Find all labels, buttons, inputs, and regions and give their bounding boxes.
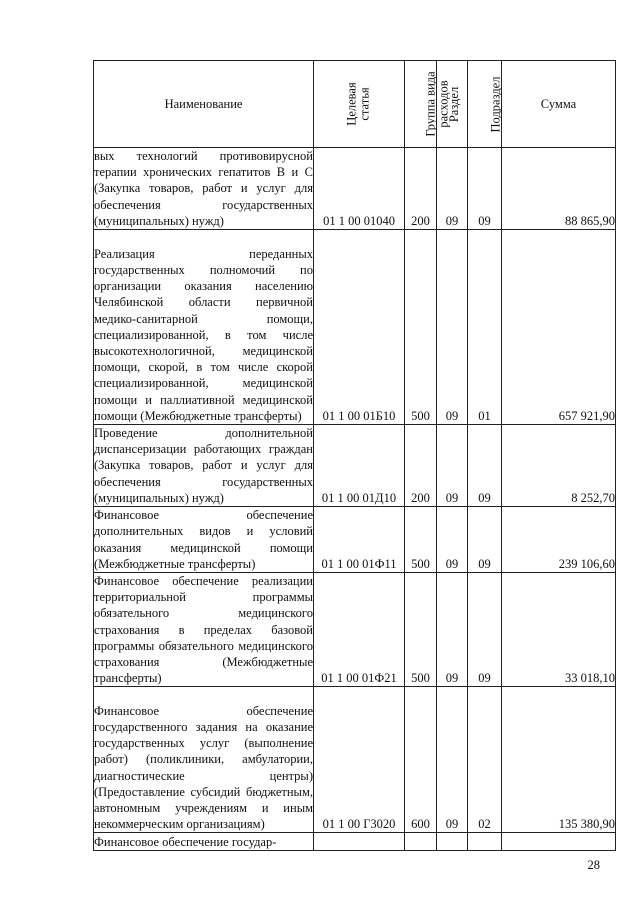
header-name: Наименование — [94, 61, 314, 148]
row-name: вых технологий противовирусной терапии хронических гепатитов В и С (Закупка товаров, работ и услуг для обеспечения государственных (муниципальных) нужд) — [94, 149, 313, 228]
header-target-article-line2: статья — [358, 86, 372, 121]
row-group: 500 — [405, 230, 437, 425]
header-expense-group-line1: Группа вида — [423, 70, 438, 137]
row-code: 01 1 00 01Ф21 — [314, 573, 405, 687]
table-row — [94, 148, 616, 230]
row-code — [314, 833, 405, 851]
header-expense-group — [405, 61, 451, 148]
row-subsection: 01 — [468, 230, 502, 425]
row-section: 09 — [437, 230, 468, 425]
table-row — [94, 573, 616, 687]
row-name: Реализация переданных государственных полномочий по организации оказания населению Челябинской области первичной медико-санитарной помощи, специализированной, в том числе высокотехнологичной, медицинской помощи, скорой, в том числе скорой специализированной, медицинской помощи и паллиативной медицинской помощи (Межбюджетные трансферты) — [94, 230, 314, 425]
row-group: 600 — [405, 687, 437, 833]
row-name: Финансовое обеспечение государ- — [94, 833, 314, 851]
row-sum: 657 921,90 — [502, 230, 616, 425]
row-subsection — [468, 833, 502, 851]
header-subsection-label: Подраздел — [488, 76, 503, 132]
table-row — [94, 425, 616, 507]
table-row — [94, 833, 616, 851]
row-name: Финансовое обеспечение дополнительных видов и условий оказания медицинской помощи (Межбюджетные трансферты) — [94, 508, 313, 571]
row-code: 01 1 00 01Д10 — [314, 425, 405, 507]
row-sum: 239 106,60 — [502, 507, 616, 573]
row-group: 500 — [405, 573, 437, 687]
header-target-article-line1: Целевая — [345, 81, 359, 126]
row-section: 09 — [437, 425, 468, 507]
row-sum: 8 252,70 — [502, 425, 616, 507]
row-code: 01 1 00 01Б10 — [314, 230, 405, 425]
row-name: Финансовое обеспечение государственного задания на оказание государственных услуг (выполнение работ) (поликлиники, амбулатории, диагностические центры) (Предоставление субсидий бюджетным, автономным учреждениям и иным некоммерческим организациям) — [94, 687, 314, 833]
row-sum: 88 865,90 — [502, 148, 616, 230]
row-subsection: 02 — [468, 687, 502, 833]
table-row — [94, 507, 616, 573]
header-target-article — [314, 61, 405, 148]
row-code: 01 1 00 01040 — [314, 148, 405, 230]
row-group: 200 — [405, 425, 437, 507]
row-section: 09 — [437, 687, 468, 833]
row-group: 200 — [405, 148, 437, 230]
row-subsection: 09 — [468, 425, 502, 507]
header-expense-group-line2: расходов — [436, 79, 451, 128]
header-section-label: Раздел — [447, 86, 462, 122]
table-header-row — [94, 61, 616, 148]
row-code: 01 1 00 Г3020 — [314, 687, 405, 833]
header-sum: Сумма — [502, 61, 616, 148]
row-subsection: 09 — [468, 507, 502, 573]
row-subsection: 09 — [468, 148, 502, 230]
table-row — [94, 230, 616, 425]
row-section — [437, 833, 468, 851]
row-section: 09 — [437, 573, 468, 687]
table-row — [94, 687, 616, 833]
page-number: 28 — [587, 858, 600, 872]
row-code: 01 1 00 01Ф11 — [314, 507, 405, 573]
row-subsection: 09 — [468, 573, 502, 687]
header-subsection — [468, 61, 502, 148]
row-sum: 33 018,10 — [502, 573, 616, 687]
row-section: 09 — [437, 507, 468, 573]
budget-table — [93, 60, 616, 851]
row-name: Проведение дополнительной диспансеризации работающих граждан (Закупка товаров, работ и услуг для обеспечения государственных (муниципальных) нужд) — [94, 426, 313, 505]
row-section: 09 — [437, 148, 468, 230]
row-sum — [502, 833, 616, 851]
row-group — [405, 833, 437, 851]
row-group: 500 — [405, 507, 437, 573]
row-name: Финансовое обеспечение реализации территориальной программы обязательного медицинского страхования в пределах базовой программы обязательного медицинского страхования (Межбюджетные трансферты) — [94, 574, 313, 686]
row-sum: 135 380,90 — [502, 687, 616, 833]
